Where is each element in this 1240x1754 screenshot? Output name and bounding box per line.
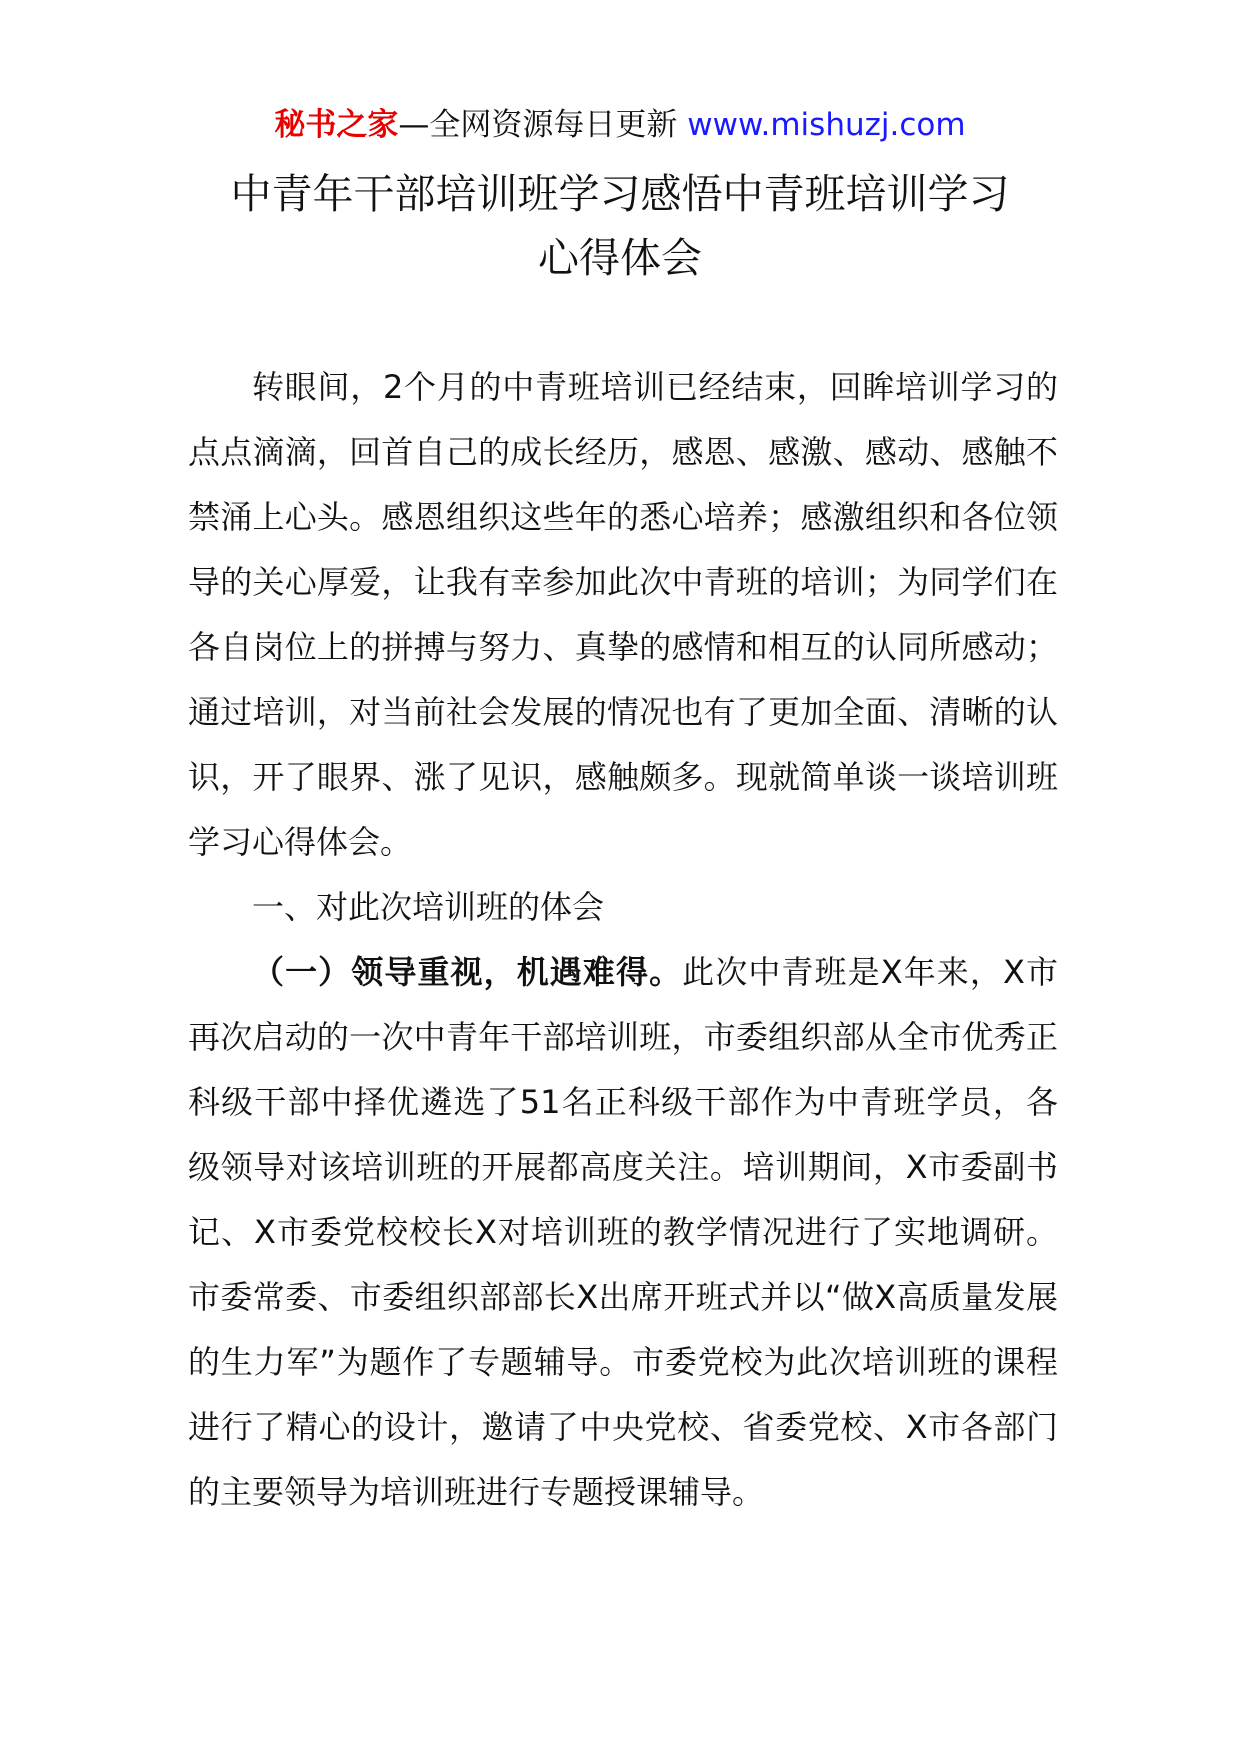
site-url-link[interactable]: www.mishuzj.com: [687, 107, 966, 143]
title-line-2: 心得体会: [538, 234, 702, 282]
title-line-1: 中青年干部培训班学习感悟中青班培训学习: [230, 170, 1010, 218]
paragraph-leadership: [188, 940, 1058, 1525]
site-header: [0, 100, 1240, 150]
document-title: [150, 162, 1090, 290]
paragraph-intro: 转眼间，2个月的中青班培训已经结束，回眸培训学习的点点滴滴，回首自己的成长经历，感恩、感激、感动、感触不禁涌上心头。感恩组织这些年的悉心培养；感激组织和各位领导的关心厚爱，让我有幸参加此次中青班的培训；为同学们在各自岗位上的拼搏与努力、真挚的感情和相互的认同所感动；通过培训，对当前社会发展的情况也有了更加全面、清晰的认识，开了眼界、涨了见识，感触颇多。现就简单谈一谈培训班学习心得体会。: [188, 368, 1058, 861]
section-heading: 一、对此次培训班的体会: [252, 888, 605, 926]
header-tagline: —全网资源每日更新: [398, 107, 688, 143]
paragraph-leadership-text: 此次中青班是X年来，X市再次启动的一次中青年干部培训班，市委组织部从全市优秀正科级干部中择优遴选了51名正科级干部作为中青班学员，各级领导对该培训班的开展都高度关注。培训期间，X市委副书记、X市委党校校长X对培训班的教学情况进行了实地调研。市委常委、市委组织部部长X出席开班式并以“做X高质量发展的生力军”为题作了专题辅导。市委党校为此次培训班的课程进行了精心的设计，邀请了中央党校、省委党校、X市各部门的主要领导为培训班进行专题授课辅导。: [188, 953, 1058, 1511]
brand-name: 秘书之家: [274, 107, 399, 143]
subsection-heading: （一）领导重视，机遇难得。: [252, 953, 683, 991]
document-body: [188, 355, 1058, 1525]
